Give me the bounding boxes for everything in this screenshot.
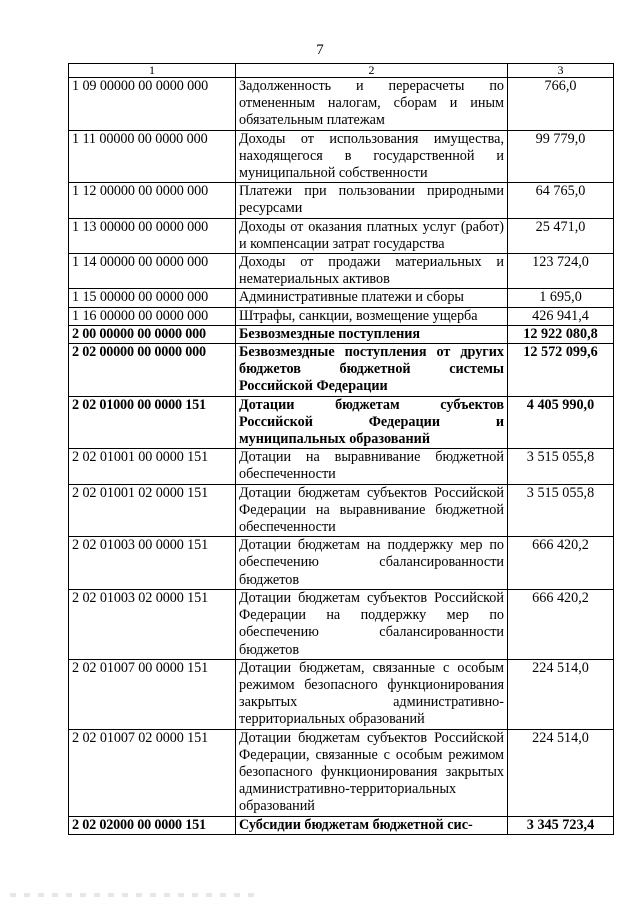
amount-cell: 224 514,0 — [508, 729, 614, 816]
revenue-name-cell: Доходы от использования имущества, находящегося в государственной и муниципальной собственности — [236, 130, 508, 183]
amount-cell: 3 345 723,4 — [508, 816, 614, 834]
revenue-name-cell: Дотации бюджетам субъектов Российской Федерации на выравнивание бюджетной обеспеченности — [236, 484, 508, 537]
revenue-name-cell: Административные платежи и сборы — [236, 289, 508, 307]
column-header-name: 2 — [236, 64, 508, 78]
budget-code-cell: 2 00 00000 00 0000 000 — [69, 325, 236, 343]
budget-code-cell: 2 02 01007 02 0000 151 — [69, 729, 236, 816]
table-row — [69, 396, 614, 449]
revenue-name-cell: Дотации бюджетам субъектов Российской Федерации, связанные с особым режимом безопасного функционирования закрытых административно-территориальных образований — [236, 729, 508, 816]
table-row — [69, 78, 614, 131]
budget-revenue-table — [68, 63, 614, 835]
amount-cell: 12 922 080,8 — [508, 325, 614, 343]
revenue-name-cell: Безвозмездные поступления от других бюджетов бюджетной системы Российской Федерации — [236, 344, 508, 397]
revenue-name-cell: Дотации бюджетам субъектов Российской Федерации и муниципальных образований — [236, 396, 508, 449]
table-row — [69, 218, 614, 253]
revenue-name-cell: Безвозмездные поступления — [236, 325, 508, 343]
amount-cell: 3 515 055,8 — [508, 449, 614, 484]
revenue-name-cell: Дотации на выравнивание бюджетной обеспеченности — [236, 449, 508, 484]
budget-code-cell: 2 02 01003 00 0000 151 — [69, 537, 236, 590]
amount-cell: 666 420,2 — [508, 537, 614, 590]
table-row — [69, 449, 614, 484]
budget-code-cell: 2 02 00000 00 0000 000 — [69, 344, 236, 397]
amount-cell: 99 779,0 — [508, 130, 614, 183]
revenue-name-cell: Дотации бюджетам, связанные с особым режимом безопасного функционирования закрытых административно-территориальных образований — [236, 659, 508, 729]
scan-artifact — [10, 893, 260, 897]
table-row — [69, 816, 614, 834]
budget-code-cell: 2 02 01000 00 0000 151 — [69, 396, 236, 449]
table-row — [69, 183, 614, 218]
revenue-name-cell: Дотации бюджетам на поддержку мер по обеспечению сбалансированности бюджетов — [236, 537, 508, 590]
amount-cell: 3 515 055,8 — [508, 484, 614, 537]
table-row — [69, 729, 614, 816]
revenue-name-cell: Платежи при пользовании природными ресурсами — [236, 183, 508, 218]
table-row — [69, 325, 614, 343]
column-header-code: 1 — [69, 64, 236, 78]
revenue-name-cell: Доходы от оказания платных услуг (работ) и компенсации затрат государства — [236, 218, 508, 253]
column-header-amount: 3 — [508, 64, 614, 78]
table-row — [69, 589, 614, 659]
amount-cell: 1 695,0 — [508, 289, 614, 307]
budget-code-cell: 1 12 00000 00 0000 000 — [69, 183, 236, 218]
amount-cell: 426 941,4 — [508, 307, 614, 325]
revenue-name-cell: Задолженность и перерасчеты по отмененным налогам, сборам и иным обязательным платежам — [236, 78, 508, 131]
amount-cell: 64 765,0 — [508, 183, 614, 218]
page-number: 7 — [316, 42, 324, 58]
revenue-name-cell: Дотации бюджетам субъектов Российской Федерации на поддержку мер по обеспечению сбалансированности бюджетов — [236, 589, 508, 659]
amount-cell: 766,0 — [508, 78, 614, 131]
budget-code-cell: 1 15 00000 00 0000 000 — [69, 289, 236, 307]
budget-code-cell: 2 02 01003 02 0000 151 — [69, 589, 236, 659]
revenue-name-cell: Штрафы, санкции, возмещение ущерба — [236, 307, 508, 325]
revenue-name-cell: Доходы от продажи материальных и нематериальных активов — [236, 254, 508, 289]
table-row — [69, 130, 614, 183]
budget-code-cell: 1 13 00000 00 0000 000 — [69, 218, 236, 253]
budget-code-cell: 2 02 01001 02 0000 151 — [69, 484, 236, 537]
budget-code-cell: 2 02 02000 00 0000 151 — [69, 816, 236, 834]
budget-code-cell: 1 11 00000 00 0000 000 — [69, 130, 236, 183]
table-row — [69, 659, 614, 729]
budget-code-cell: 2 02 01007 00 0000 151 — [69, 659, 236, 729]
budget-code-cell: 1 09 00000 00 0000 000 — [69, 78, 236, 131]
table-header-row — [69, 64, 614, 78]
amount-cell: 4 405 990,0 — [508, 396, 614, 449]
table-row — [69, 254, 614, 289]
amount-cell: 224 514,0 — [508, 659, 614, 729]
revenue-name-cell: Субсидии бюджетам бюджетной сис- — [236, 816, 508, 834]
amount-cell: 25 471,0 — [508, 218, 614, 253]
amount-cell: 666 420,2 — [508, 589, 614, 659]
amount-cell: 12 572 099,6 — [508, 344, 614, 397]
table-row — [69, 289, 614, 307]
budget-code-cell: 1 14 00000 00 0000 000 — [69, 254, 236, 289]
budget-code-cell: 2 02 01001 00 0000 151 — [69, 449, 236, 484]
table-row — [69, 537, 614, 590]
table-row — [69, 484, 614, 537]
table-row — [69, 307, 614, 325]
budget-code-cell: 1 16 00000 00 0000 000 — [69, 307, 236, 325]
amount-cell: 123 724,0 — [508, 254, 614, 289]
table-row — [69, 344, 614, 397]
